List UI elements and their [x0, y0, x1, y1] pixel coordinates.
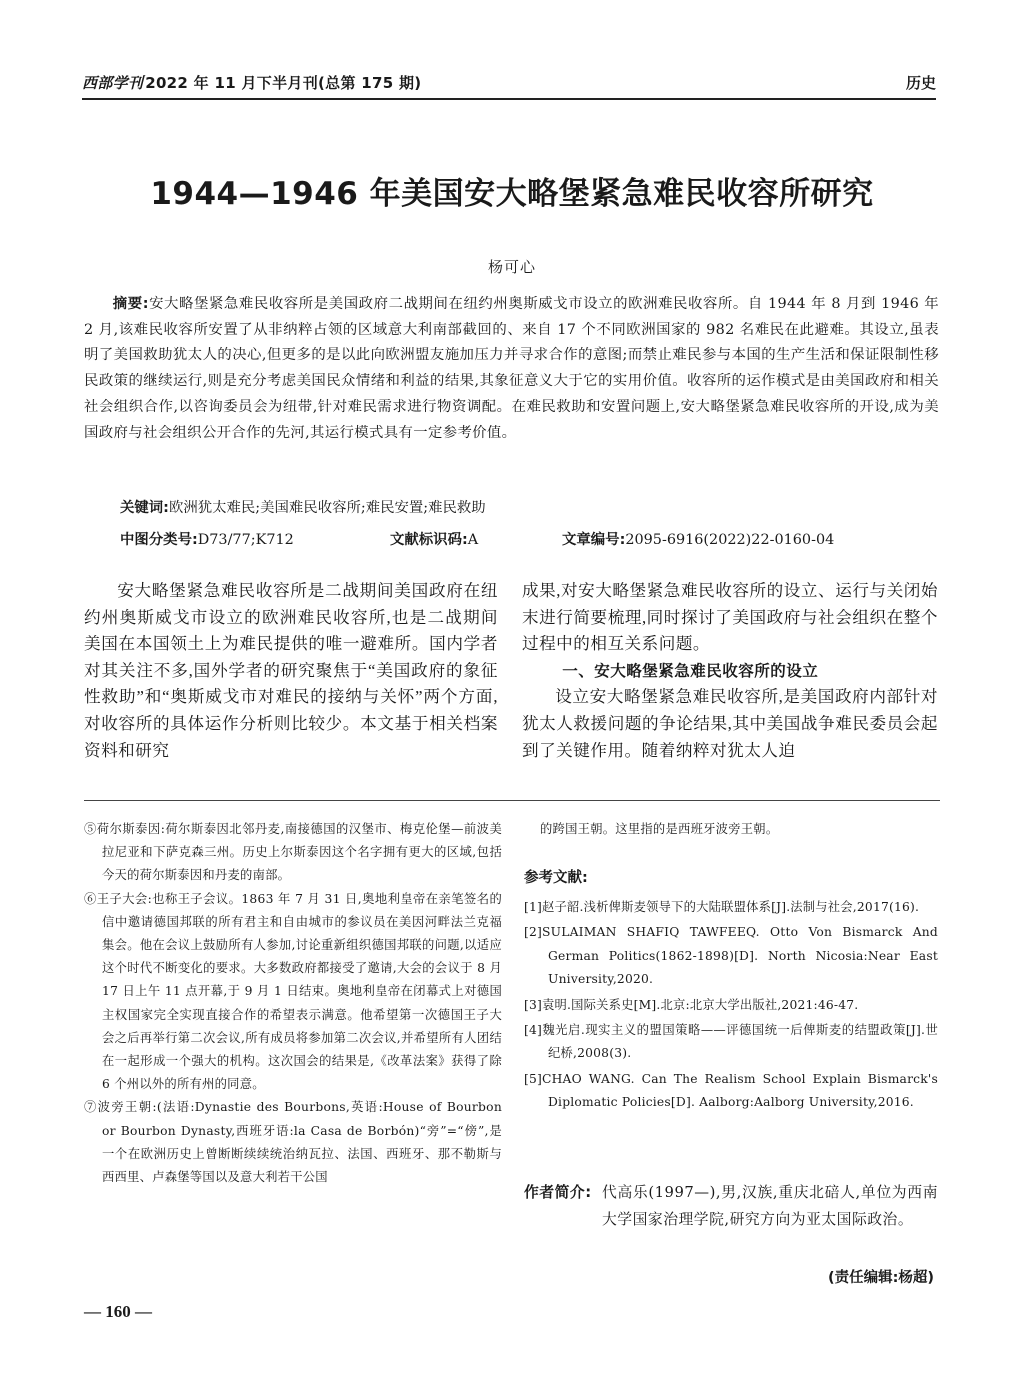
clc-label: 中图分类号:	[120, 532, 198, 548]
doc-code-label: 文献标识码:	[390, 532, 468, 548]
keywords	[120, 496, 486, 517]
section-heading: 一、安大略堡紧急难民收容所的设立	[562, 661, 819, 680]
issue-label: 2022 年 11 月下半月刊(总第 175 期)	[145, 74, 422, 92]
clc-value: D73/77;K712	[197, 532, 294, 548]
abstract-label: 摘要:	[112, 296, 149, 312]
header-divider	[82, 98, 936, 100]
references-list	[524, 896, 938, 1117]
abstract-text: 安大略堡紧急难民收容所是美国政府二战期间在纽约州奥斯威戈市设立的欧洲难民收容所。自 1944 年 8 月到 1946 年 2 月,该难民收容所安置了从非纳粹占领的区域意大利南部截回的、来自 17 个不同欧洲国家的 982 名难民在此避难。其设立,虽表明了美国救助犹太人的决心,但更多的是以此向欧洲盟友施加压力并寻求合作的意图;而禁止难民参与本国的生产生活和保证限制性移民政策的继续运行,则是充分考虑美国民众情绪和利益的结果,其象征意义大于它的实用价值。收容所的运作模式是由美国政府和相关社会组织合作,以咨询委员会为纽带,针对难民需求进行物资调配。在难民救助和安置问题上,安大略堡紧急难民收容所的开设,成为美国政府与社会组织公开合作的先河,其运行模式具有一定参考价值。	[84, 296, 939, 441]
footnote-divider	[84, 800, 940, 801]
journal-logo: 西部学刊	[82, 74, 144, 92]
intro-continuation: 成果,对安大略堡紧急难民收容所的设立、运行与关闭始末进行简要梳理,同时探讨了美国政府与社会组织在整个过程中的相互关系问题。	[522, 581, 938, 654]
reference-item: [3]袁明.国际关系史[M].北京:北京大学出版社,2021:46-47.	[524, 997, 859, 1012]
reference-item: [1]赵子韶.浅析俾斯麦领导下的大陆联盟体系[J].法制与社会,2017(16).	[524, 900, 920, 914]
reference-item: [4]魏光启.现实主义的盟国策略——评德国统一后俾斯麦的结盟政策[J].世纪桥,2008(3).	[524, 1023, 938, 1061]
article-title: 1944—1946 年美国安大略堡紧急难民收容所研究	[150, 176, 874, 212]
classification-line	[120, 528, 940, 549]
footnote-continuation: 的跨国王朝。这里指的是西班牙波旁王朝。	[540, 822, 779, 836]
author-bio-label: 作者简介:	[524, 1184, 592, 1201]
author-bio	[524, 1180, 938, 1233]
footnote: ⑦波旁王朝:(法语:Dynastie des Bourbons,英语:House of Bourbon or Bourbon Dynasty,西班牙语:la Casa de Borbón)“旁”=“傍”,是一个在欧洲历史上曾断断续续统治纳瓦拉、法国、西班牙、那不勒斯与西西里、卢森堡等国以及意大利若干公国	[84, 1100, 502, 1185]
doc-code-value: A	[467, 532, 479, 548]
section-label: 历史	[905, 74, 936, 92]
intro-paragraph: 安大略堡紧急难民收容所是二战期间美国政府在纽约州奥斯威戈市设立的欧洲难民收容所,也是二战期间美国在本国领土上为难民提供的唯一避难所。国内学者对其关注不多,国外学者的研究聚焦于“美国政府的象征性救助”和“奥斯威戈市对难民的接纳与关怀”两个方面,对收容所的具体运作分析则比较少。本文基于相关档案资料和研究	[84, 581, 498, 760]
page-number: — 160 —	[84, 1302, 152, 1321]
reference-item: [2]SULAIMAN SHAFIQ TAWFEEQ. Otto Von Bismarck And German Politics(1862-1898)[D]. North Nicosia:Near East University,2020.	[524, 925, 938, 987]
keywords-label: 关键词:	[120, 500, 169, 516]
responsible-editor: (责任编辑:杨超)	[827, 1270, 934, 1286]
references-heading: 参考文献:	[524, 870, 588, 886]
footnote: ⑥王子大会:也称王子会议。1863 年 7 月 31 日,奥地利皇帝在亲笔签名的信中邀请德国邦联的所有君主和自由城市的参议员在美因河畔法兰克福集会。他在会议上鼓励所有人参加,讨论重新组织德国邦联的问题,以适应这个时代不断变化的要求。大多数政府都接受了邀请,大会的会议于 8 月 17 日上午 11 点开幕,于 9 月 1 日结束。奥地利皇帝在闭幕式上对德国主权国家完全实现直接合作的希望表示满意。他希望第一次德国王子大会之后再举行第二次会议,所有成员将参加第二次会议,并希望所有人团结在一起形成一个强大的机构。这次国会的结果是,《改革法案》获得了除 6 个州以外的所有州的同意。	[84, 891, 502, 1092]
reference-item: [5]CHAO WANG. Can The Realism School Explain Bismarck's Diplomatic Policies[D]. Aalborg:Aalborg University,2016.	[524, 1071, 938, 1110]
running-header	[82, 72, 936, 100]
article-author: 杨可心	[487, 258, 536, 276]
section-paragraph: 设立安大略堡紧急难民收容所,是美国政府内部针对犹太人救援问题的争论结果,其中美国战争难民委员会起到了关键作用。随着纳粹对犹太人迫	[522, 687, 938, 760]
body-column-right	[522, 578, 938, 764]
journal-issue	[82, 72, 421, 93]
abstract	[84, 292, 939, 446]
footnote: ⑤荷尔斯泰因:荷尔斯泰因北邻丹麦,南接德国的汉堡市、梅克伦堡—前波美拉尼亚和下萨克森三州。历史上尔斯泰因这个名字拥有更大的区域,包括今天的荷尔斯泰因和丹麦的南部。	[84, 822, 502, 883]
footnotes	[84, 818, 502, 1189]
author-bio-text: 代高乐(1997—),男,汉族,重庆北碚人,单位为西南大学国家治理学院,研究方向为亚太国际政治。	[602, 1184, 938, 1228]
article-number-label: 文章编号:	[562, 532, 626, 548]
keywords-text: 欧洲犹太难民;美国难民收容所;难民安置;难民救助	[168, 500, 486, 516]
body-column-left	[84, 578, 498, 764]
article-number-value: 2095-6916(2022)22-0160-04	[625, 532, 835, 548]
